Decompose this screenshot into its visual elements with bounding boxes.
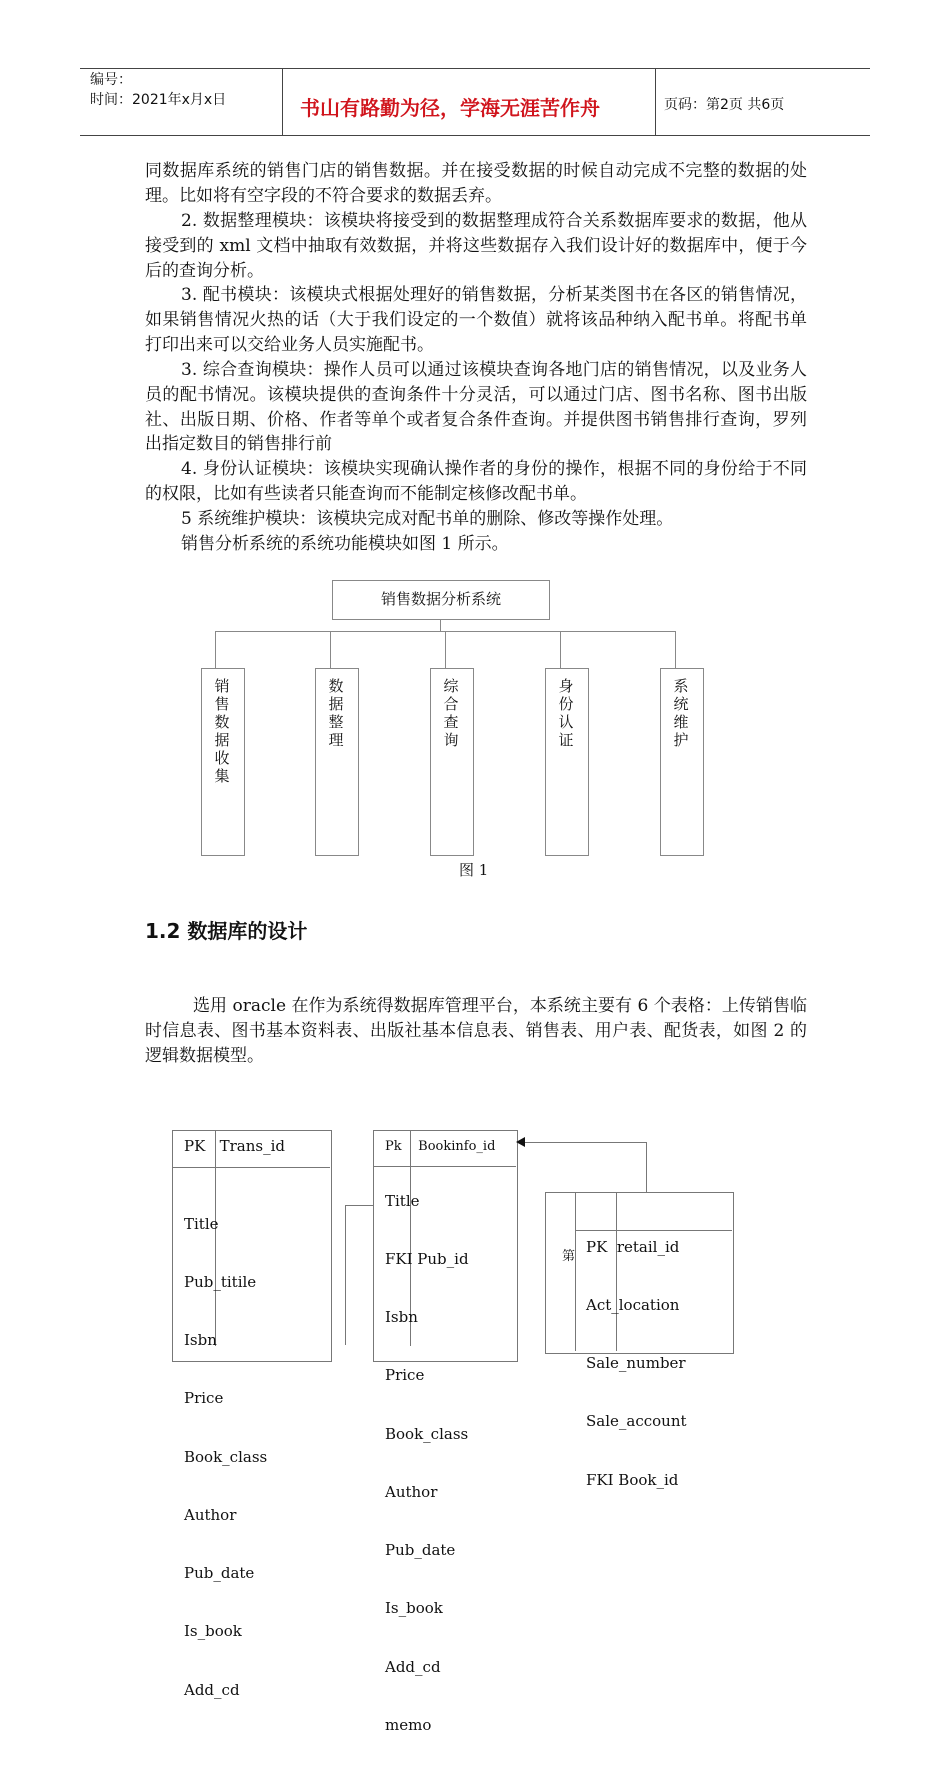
paragraph-fig1-intro: 销售分析系统的系统功能模块如图 1 所示。 bbox=[181, 534, 509, 554]
header-bottom-rule bbox=[80, 135, 870, 136]
header-number-label: 编号： bbox=[90, 72, 132, 88]
field: Is_book bbox=[184, 1622, 242, 1641]
field: Title bbox=[385, 1191, 420, 1210]
entity-bookinfo-fields bbox=[385, 1153, 469, 1774]
branch-drop bbox=[445, 631, 446, 668]
module-node-maintenance bbox=[660, 668, 704, 856]
entity-trans-pk: PK Trans_id bbox=[184, 1137, 285, 1155]
entity-retail-inner-divider bbox=[575, 1193, 576, 1351]
relation-line bbox=[524, 1142, 647, 1143]
field: Sale_account bbox=[586, 1412, 687, 1431]
field: Pub_titile bbox=[184, 1273, 257, 1292]
paragraph-auth: 4. 身份认证模块：该模块实现确认操作者的身份的操作，根据不同的身份给于不同的权限，比如有些读者只能查询而不能制定核修改配书单。 bbox=[145, 459, 807, 504]
field: Add_cd bbox=[184, 1680, 240, 1699]
module-node-data-cleanup bbox=[315, 668, 359, 856]
field: Is_book bbox=[385, 1599, 443, 1618]
root-node-label: 销售数据分析系统 bbox=[380, 590, 501, 608]
branch-drop bbox=[330, 631, 331, 668]
paragraph-distribution: 3. 配书模块：该模块式根据处理好的销售数据，分析某类图书在各区的销售情况，如果销售情况火热的话（大于我们设定的一个数值）就将该品种纳入配书单。将配书单打印出来可以交给业务人员实施配书。 bbox=[145, 285, 807, 355]
section-heading: 1.2 数据库的设计 bbox=[145, 919, 308, 943]
paragraph-continuation: 同数据库系统的销售门店的销售数据。并在接受数据的时候自动完成不完整的数据的处理。比如将有空字段的不符合要求的数据丢弃。 bbox=[145, 161, 807, 206]
root-node bbox=[332, 580, 550, 620]
module-label: 系统维护 bbox=[673, 677, 689, 749]
field: Title bbox=[184, 1214, 219, 1233]
field: Isbn bbox=[385, 1308, 418, 1327]
module-node-auth bbox=[545, 668, 589, 856]
section-paragraph: 选用 oracle 在作为系统得数据库管理平台，本系统主要有 6 个表格：上传销售临时信息表、图书基本资料表、出版社基本信息表、销售表、用户表、配货表，如图 2 的逻辑数据模型。 bbox=[145, 996, 807, 1066]
entity-trans-pk-divider bbox=[172, 1167, 330, 1168]
relation-line bbox=[646, 1142, 647, 1192]
field: FKI Pub_id bbox=[385, 1250, 469, 1269]
branch-drop bbox=[560, 631, 561, 668]
field: Isbn bbox=[184, 1331, 217, 1350]
field: Pub_date bbox=[184, 1564, 255, 1583]
field: PK retail_id bbox=[586, 1237, 680, 1256]
field: FKI Book_id bbox=[586, 1470, 679, 1489]
entity-bookinfo-pk: Pk Bookinfo_id bbox=[385, 1139, 496, 1154]
branch-drop bbox=[675, 631, 676, 668]
field: Price bbox=[184, 1389, 224, 1408]
relation-line bbox=[345, 1205, 346, 1345]
field: Add_cd bbox=[385, 1657, 441, 1676]
header-page-info: 页码：第2页 共6页 bbox=[664, 97, 785, 113]
field: memo bbox=[385, 1715, 432, 1734]
field: Price bbox=[385, 1366, 425, 1385]
relation-line bbox=[345, 1205, 373, 1206]
module-label: 身份认证 bbox=[558, 677, 574, 749]
field: Author bbox=[184, 1505, 237, 1524]
field: Book_class bbox=[184, 1447, 268, 1466]
header-time-label: 时间：2021年x月x日 bbox=[90, 92, 227, 108]
header-top-rule bbox=[80, 68, 870, 69]
paragraph-maintenance: 5 系统维护模块：该模块完成对配书单的删除、修改等操作处理。 bbox=[181, 509, 674, 529]
paragraph-data-cleanup: 2. 数据整理模块：该模块将接受到的数据整理成符合关系数据库要求的数据，他从接受到的 xml 文档中抽取有效数据，并将这些数据存入我们设计好的数据库中，便于今后的查询分析。 bbox=[145, 211, 807, 281]
header-motto: 书山有路勤为径，学海无涯苦作舟 bbox=[300, 96, 600, 120]
module-node-query bbox=[430, 668, 474, 856]
entity-trans-fields bbox=[184, 1176, 267, 1739]
module-label: 综合查询 bbox=[443, 677, 459, 749]
field: Sale_number bbox=[586, 1354, 686, 1373]
module-label: 数据整理 bbox=[328, 677, 344, 749]
entity-retail-side-label: 第 bbox=[562, 1249, 576, 1264]
arrowhead-icon bbox=[516, 1137, 525, 1147]
paragraph-query: 3. 综合查询模块：操作人员可以通过该模块查询各地门店的销售情况，以及业务人员的配书情况。该模块提供的查询条件十分灵活，可以通过门店、图书名称、图书出版社、出版日期、价格、作者等单个或者复合条件查询。并提供图书销售排行查询，罗列出指定数目的销售排行前 bbox=[145, 360, 807, 455]
branch-drop bbox=[215, 631, 216, 668]
figure-1-caption: 图 1 bbox=[459, 861, 489, 879]
field: Book_class bbox=[385, 1424, 469, 1443]
field: Act_location bbox=[586, 1296, 680, 1315]
header-meta bbox=[90, 70, 226, 110]
entity-retail-fields bbox=[586, 1199, 687, 1529]
module-node-sales-collection bbox=[201, 668, 245, 856]
field: Pub_date bbox=[385, 1541, 456, 1560]
header-divider-left bbox=[282, 68, 283, 136]
field: Author bbox=[385, 1482, 438, 1501]
module-label: 销售数据收集 bbox=[214, 677, 230, 785]
header-divider-right bbox=[655, 68, 656, 136]
